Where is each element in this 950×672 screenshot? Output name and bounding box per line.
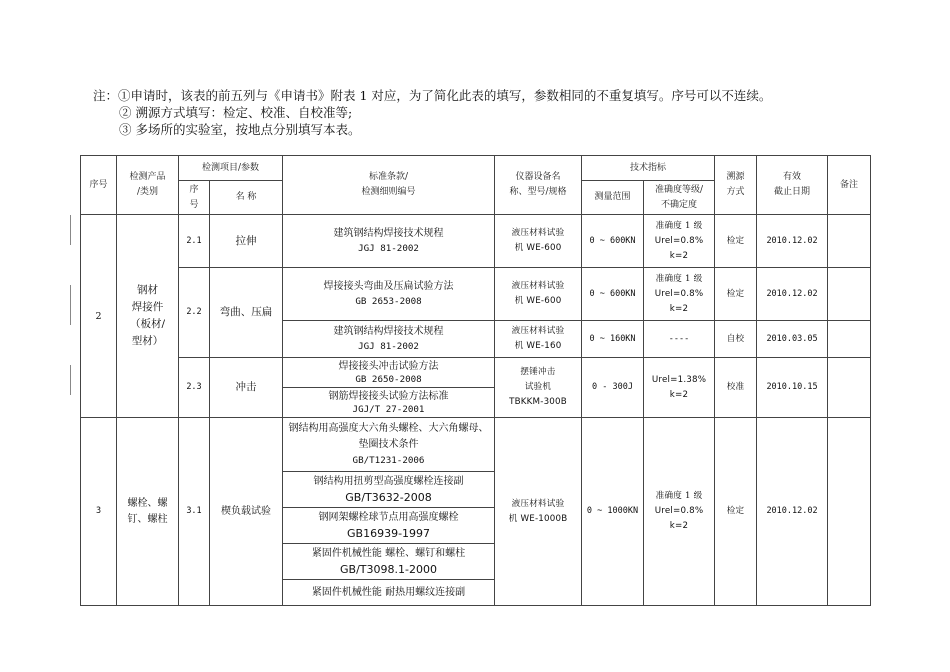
range-cell: 0 ~ 1000KN <box>582 418 644 606</box>
accuracy-cell: Urel=1.38% k=2 <box>644 358 715 418</box>
header-sub-seq: 序 号 <box>179 181 210 215</box>
range-cell: 0 ~ 600KN <box>582 268 644 321</box>
range-cell: 0 - 300J <box>582 358 644 418</box>
group3-seq: 3 <box>81 418 117 606</box>
standard-cell: 建筑钢结构焊接技术规程 JGJ 81-2002 <box>283 215 495 268</box>
item-name: 弯曲、压扁 <box>210 268 283 358</box>
header-items-params: 检测项目/参数 <box>179 156 283 181</box>
standard-cell: 钢网架螺栓球节点用高强度螺栓 GB16939-1997 <box>283 508 495 544</box>
accuracy-cell: 准确度 1 级 Urel=0.8% k=2 <box>644 268 715 321</box>
item-name: 拉伸 <box>210 215 283 268</box>
standard-cell: 紧固件机械性能 螺栓、螺钉和螺柱 GB/T3098.1-2000 <box>283 544 495 580</box>
date-cell: 2010.10.15 <box>757 358 828 418</box>
table-row <box>81 268 871 321</box>
table-row <box>81 418 871 472</box>
standard-cell: 紧固件机械性能 耐热用螺纹连接副 <box>283 580 495 606</box>
sub-seq: 2.3 <box>179 358 210 418</box>
remark-cell <box>828 321 871 358</box>
standard-cell: 钢筋焊接接头试验方法标准 JGJ/T 27-2001 <box>283 388 495 418</box>
note-line-3: ③ 多场所的实验室，按地点分别填写本表。 <box>119 122 361 137</box>
header-name: 名 称 <box>210 181 283 215</box>
sub-seq: 2.2 <box>179 268 210 358</box>
equipment-table <box>80 155 871 606</box>
table-row <box>81 215 871 268</box>
date-cell: 2010.12.02 <box>757 268 828 321</box>
range-cell: 0 ~ 600KN <box>582 215 644 268</box>
remark-cell <box>828 418 871 606</box>
note-line-2: ② 溯源方式填写：检定、校准、自校准等; <box>119 105 353 120</box>
trace-cell: 检定 <box>715 215 757 268</box>
header-row-1 <box>81 156 871 181</box>
standard-cell: 焊接接头弯曲及压扁试验方法 GB 2653-2008 <box>283 268 495 321</box>
sub-seq: 2.1 <box>179 215 210 268</box>
item-name: 楔负载试验 <box>210 418 283 606</box>
standard-cell: 焊接接头冲击试验方法 GB 2650-2008 <box>283 358 495 388</box>
instrument-cell: 摆锤冲击 试验机 TBKKM-300B <box>495 358 582 418</box>
accuracy-cell: 准确度 1 级 Urel=0.8% k=2 <box>644 418 715 606</box>
header-valid: 有效 截止日期 <box>757 156 828 215</box>
standard-cell: 建筑钢结构焊接技术规程 JGJ 81-2002 <box>283 321 495 358</box>
trace-cell: 自校 <box>715 321 757 358</box>
header-range: 测量范围 <box>582 181 644 215</box>
remark-cell <box>828 358 871 418</box>
accuracy-cell: ---- <box>644 321 715 358</box>
date-cell: 2010.03.05 <box>757 321 828 358</box>
standard-cell: 钢结构用高强度大六角头螺栓、大六角螺母、垫圈技术条件 GB/T1231-2006 <box>283 418 495 472</box>
date-cell: 2010.12.02 <box>757 418 828 606</box>
instrument-cell: 液压材料试验 机 WE-600 <box>495 215 582 268</box>
header-product: 检测产品 /类别 <box>117 156 179 215</box>
date-cell: 2010.12.02 <box>757 215 828 268</box>
instrument-cell: 液压材料试验 机 WE-1000B <box>495 418 582 606</box>
header-standard: 标准条款/ 检测细则编号 <box>283 156 495 215</box>
trace-cell: 检定 <box>715 418 757 606</box>
remark-cell <box>828 268 871 321</box>
header-remark: 备注 <box>828 156 871 215</box>
notes-section <box>93 87 771 138</box>
header-trace: 溯源 方式 <box>715 156 757 215</box>
range-cell: 0 ~ 160KN <box>582 321 644 358</box>
group2-product: 钢材 焊接件 （板材/ 型材） <box>117 215 179 418</box>
standard-cell: 钢结构用扭剪型高强度螺栓连接副 GB/T3632-2008 <box>283 472 495 508</box>
trace-cell: 检定 <box>715 268 757 321</box>
header-seq: 序号 <box>81 156 117 215</box>
margin-marks <box>70 215 73 395</box>
sub-seq: 3.1 <box>179 418 210 606</box>
accuracy-cell: 准确度 1 级 Urel=0.8% k=2 <box>644 215 715 268</box>
remark-cell <box>828 215 871 268</box>
header-tech: 技术指标 <box>582 156 715 181</box>
group3-product: 螺栓、螺 钉、螺柱 <box>117 418 179 606</box>
instrument-cell: 液压材料试验 机 WE-600 <box>495 268 582 321</box>
item-name: 冲击 <box>210 358 283 418</box>
table-row <box>81 358 871 388</box>
header-instrument: 仪器设备名 称、型号/规格 <box>495 156 582 215</box>
trace-cell: 校准 <box>715 358 757 418</box>
group2-seq: 2 <box>81 215 117 418</box>
note-line-1: 注：①申请时，该表的前五列与《申请书》附表 1 对应，为了简化此表的填写，参数相同的不重复填写。序号可以不连续。 <box>93 88 772 103</box>
instrument-cell: 液压材料试验 机 WE-160 <box>495 321 582 358</box>
header-accuracy: 准确度等级/ 不确定度 <box>644 181 715 215</box>
